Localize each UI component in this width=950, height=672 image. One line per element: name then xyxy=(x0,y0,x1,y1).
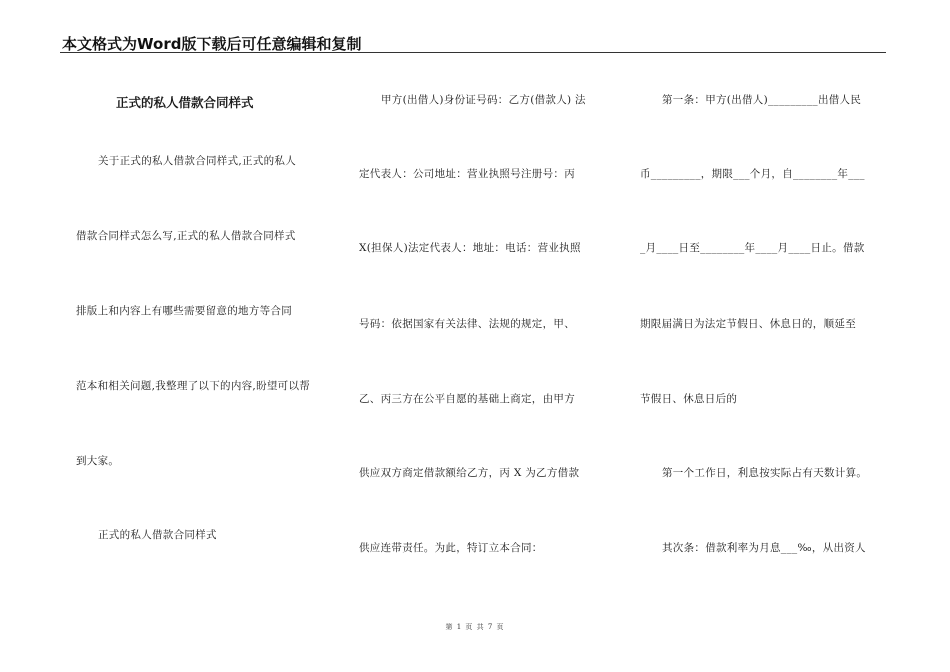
paragraph-line: 第一个工作日，利息按实际占有天数计算。 xyxy=(662,467,868,479)
paragraph-line: 期限届满日为法定节假日、休息日的，顺延至 xyxy=(640,318,856,330)
paragraph-line: 排版上和内容上有哪些需要留意的地方等合同 xyxy=(76,305,292,317)
paragraph-line: 第一条：甲方(出借人)_________出借人民 xyxy=(662,94,862,106)
header-divider xyxy=(60,52,886,53)
paragraph-line: 到大家。 xyxy=(76,455,120,467)
paragraph-line: 范本和相关问题,我整理了以下的内容,盼望可以帮 xyxy=(76,380,311,392)
paragraph-line: 关于正式的私人借款合同样式,正式的私人 xyxy=(98,155,297,167)
page-number-footer: 第 1 页 共 7 页 xyxy=(445,623,505,631)
paragraph-line: 甲方(出借人)身份证号码：乙方(借款人) 法 xyxy=(381,94,586,106)
document-title: 正式的私人借款合同样式 xyxy=(116,95,254,110)
paragraph-line: 供应双方商定借款额给乙方，丙 X 为乙方借款 xyxy=(359,467,580,479)
paragraph-line: _月____日至________年____月____日止。借款 xyxy=(640,242,865,254)
paragraph-line: 号码：依据国家有关法律、法规的规定，甲、 xyxy=(359,318,575,330)
paragraph-line: 其次条：借款利率为月息___‰，从出资人 xyxy=(662,542,866,554)
paragraph-line: 币_________，期限___个月，自________年___ xyxy=(640,168,865,180)
paragraph-line: 定代表人：公司地址：营业执照号注册号：丙 xyxy=(359,168,575,180)
document-banner: 本文格式为Word版下载后可任意编辑和复制 xyxy=(62,35,362,53)
section-heading: 正式的私人借款合同样式 xyxy=(98,529,217,541)
paragraph-line: 借款合同样式怎么写,正式的私人借款合同样式 xyxy=(76,230,296,242)
paragraph-line: 节假日、休息日后的 xyxy=(640,393,738,405)
paragraph-line: 乙、丙三方在公平自愿的基础上商定，由甲方 xyxy=(359,393,575,405)
paragraph-line: X(担保人)法定代表人：地址：电话：营业执照 xyxy=(359,242,581,254)
paragraph-line: 供应连带责任。为此，特订立本合同： xyxy=(359,542,543,554)
